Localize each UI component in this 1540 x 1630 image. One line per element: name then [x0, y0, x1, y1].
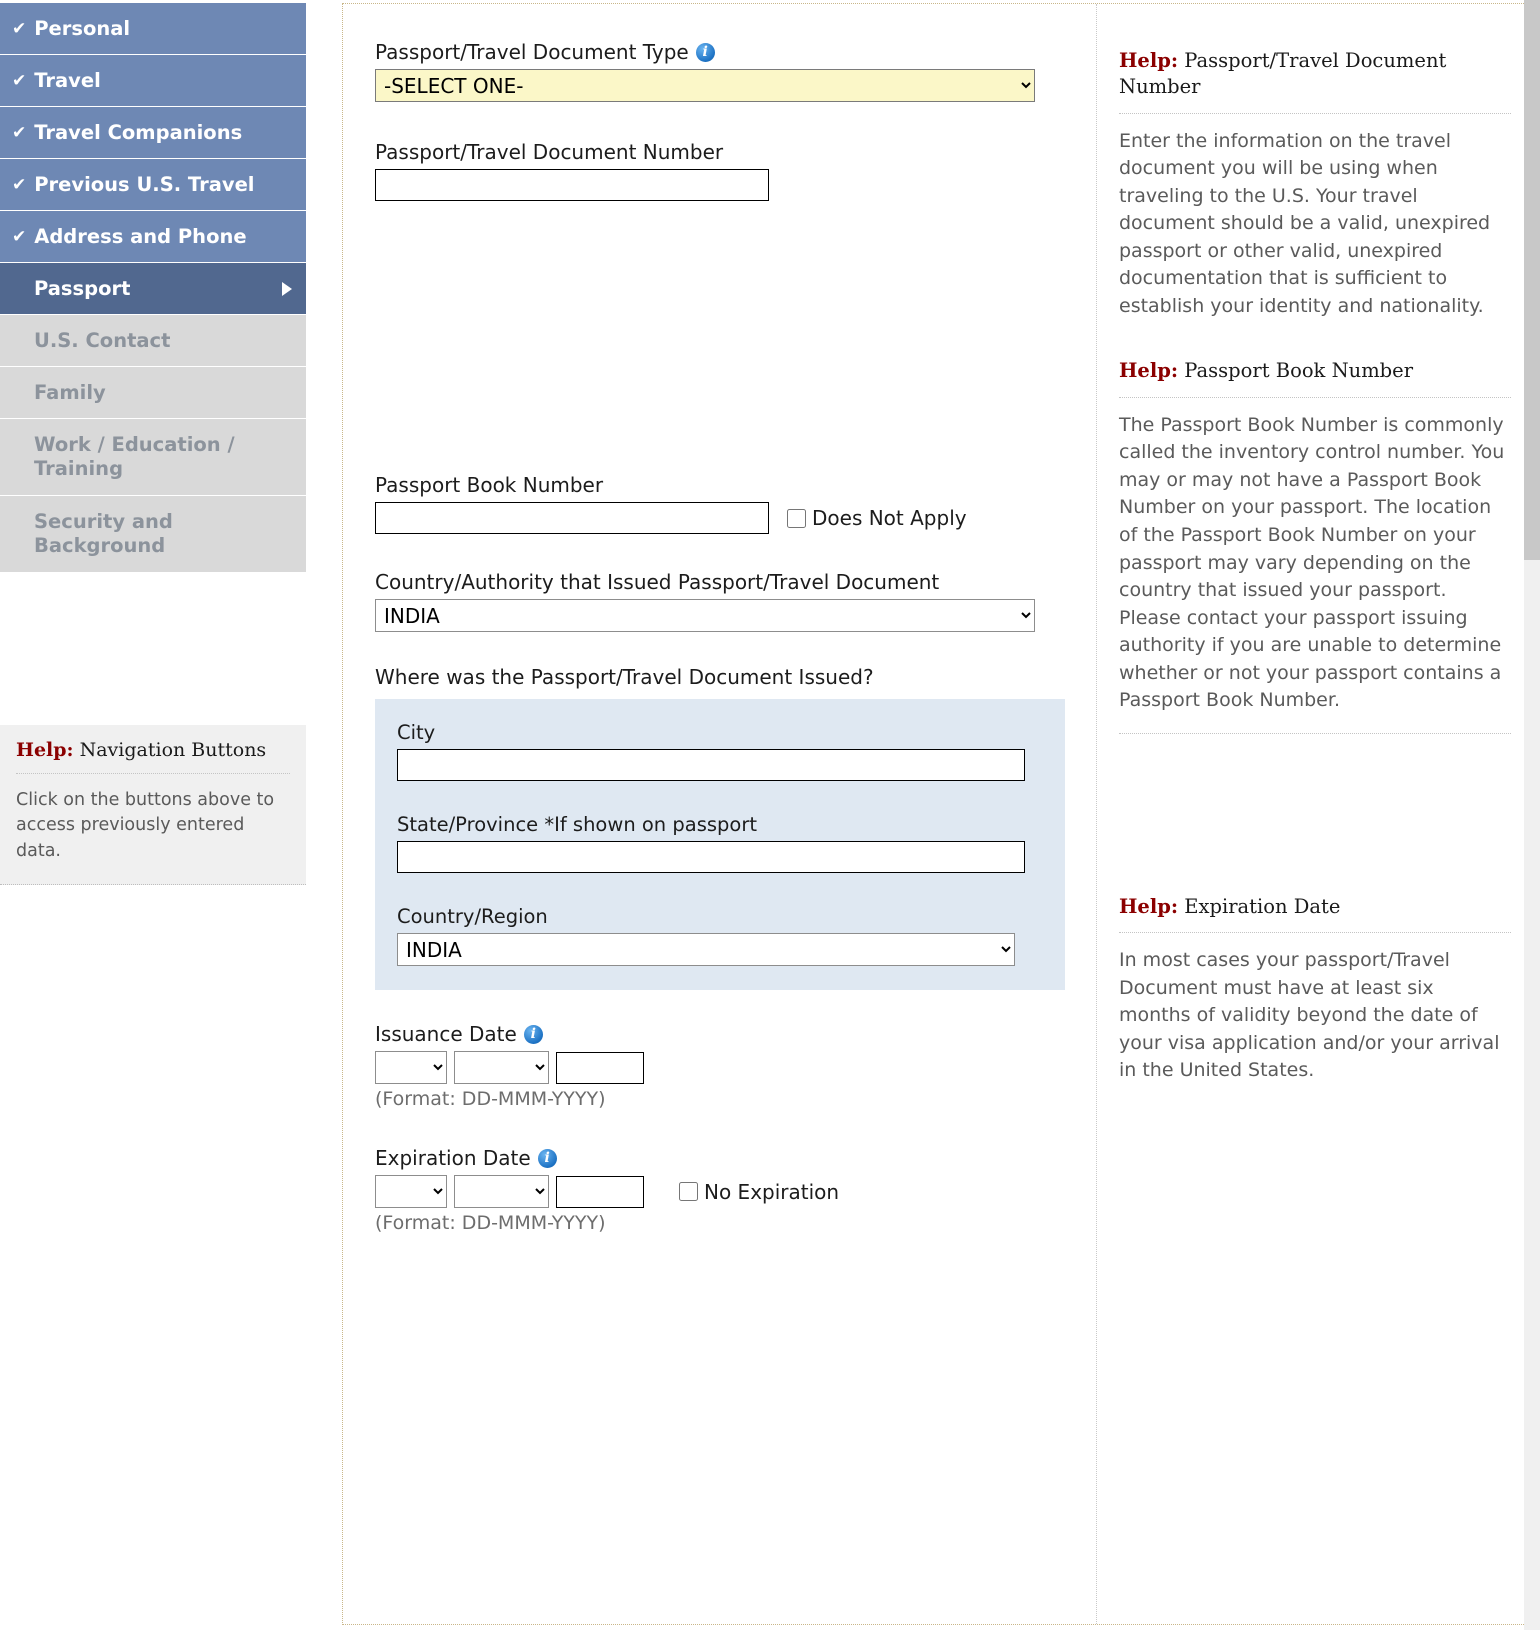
- expiration-date-label-row: [375, 1146, 1088, 1170]
- book-number-label: Passport Book Number: [375, 473, 604, 497]
- expiration-year-input[interactable]: [556, 1176, 644, 1208]
- sidebar-item-label: Address and Phone: [34, 225, 247, 248]
- state-input[interactable]: [397, 841, 1025, 873]
- issuing-country-select[interactable]: [375, 599, 1035, 632]
- help-title-text: Navigation Buttons: [79, 739, 267, 761]
- issuance-date-label-row: [375, 1022, 1088, 1046]
- sidebar-item-label: U.S. Contact: [34, 329, 171, 352]
- issuing-country-label: Country/Authority that Issued Passport/Travel Document: [375, 570, 940, 594]
- doc-type-label: Passport/Travel Document Type: [375, 40, 689, 64]
- check-icon: ✔: [12, 18, 27, 39]
- help-prefix: Help:: [16, 739, 74, 761]
- expiration-date-format-hint: (Format: DD-MMM-YYYY): [375, 1212, 606, 1234]
- scrollbar-thumb[interactable]: [1524, 0, 1540, 560]
- help-body-expiration-date: In most cases your passport/Travel Document must have at least six months of validity beyond the date of your visa application and/or your arrival in the United States.: [1119, 949, 1500, 1082]
- help-title-text: Passport/Travel Document Number: [1119, 49, 1447, 99]
- help-divider: [1119, 733, 1511, 734]
- sidebar-item-travel[interactable]: [0, 55, 306, 107]
- help-prefix: Help:: [1119, 359, 1179, 383]
- does-not-apply-checkbox[interactable]: [787, 509, 806, 528]
- issuance-year-input[interactable]: [556, 1052, 644, 1084]
- sidebar-item-work-education-training[interactable]: [0, 419, 306, 496]
- issuance-month-select[interactable]: [454, 1051, 549, 1084]
- check-icon: ✔: [12, 70, 27, 91]
- info-icon[interactable]: i: [524, 1025, 543, 1044]
- help-title-text: Expiration Date: [1184, 894, 1341, 918]
- sidebar-item-address-and-phone[interactable]: [0, 211, 306, 263]
- field-doc-number: [375, 140, 1088, 201]
- issued-where-legend: Where was the Passport/Travel Document Issued?: [375, 665, 874, 689]
- help-section-book-number: [1119, 358, 1511, 732]
- doc-type-label-row: [375, 40, 1088, 64]
- sidebar-item-personal[interactable]: [0, 3, 306, 55]
- city-label: City: [397, 721, 436, 744]
- no-expiration-label: No Expiration: [704, 1179, 840, 1204]
- sidebar-item-label: Previous U.S. Travel: [34, 173, 255, 196]
- help-column: [1096, 4, 1539, 1624]
- help-section-doc-number: [1119, 48, 1511, 338]
- does-not-apply-checkbox-wrap[interactable]: [787, 506, 967, 530]
- no-expiration-checkbox[interactable]: [679, 1182, 698, 1201]
- sidebar-item-label: Travel Companions: [34, 121, 243, 144]
- issuance-day-select[interactable]: [375, 1051, 447, 1084]
- help-title-text: Passport Book Number: [1184, 359, 1414, 383]
- sidebar-item-previous-us-travel[interactable]: [0, 159, 306, 211]
- field-book-number: [375, 473, 1088, 534]
- chevron-right-icon: [282, 282, 292, 296]
- sidebar-item-label: Passport: [34, 277, 131, 300]
- help-body-book-number: The Passport Book Number is commonly called the inventory control number. You may or may not have a Passport Book Number on your passport. The location of the Passport Book Number on your passport may vary depending on the country that issued your passport. Please contact your passport issuing authority if you are unable to determine whether or not your passport contains a Passport Book Number.: [1119, 413, 1505, 712]
- expiration-month-select[interactable]: [454, 1175, 549, 1208]
- sidebar-item-security-and-background[interactable]: [0, 496, 306, 573]
- issuance-date-format-hint: (Format: DD-MMM-YYYY): [375, 1088, 606, 1110]
- help-title-book-number: [1119, 358, 1511, 397]
- check-icon: ✔: [12, 122, 27, 143]
- sidebar-item-passport[interactable]: [0, 263, 306, 315]
- field-state: [397, 813, 1065, 873]
- help-prefix: Help:: [1119, 894, 1179, 918]
- check-icon: ✔: [12, 226, 27, 247]
- doc-number-input[interactable]: [375, 169, 769, 201]
- issued-where-box: [375, 699, 1065, 990]
- form-panel: [342, 3, 1540, 1625]
- info-icon[interactable]: i: [696, 43, 715, 62]
- help-title-doc-number: [1119, 48, 1511, 114]
- field-doc-type: [375, 40, 1088, 102]
- expiration-date-label: Expiration Date: [375, 1146, 531, 1170]
- sidebar-item-label: Security and Background: [34, 510, 173, 557]
- help-body-doc-number: Enter the information on the travel document you will be using when traveling to the U.S. Your travel document should be a valid, unexpired passport or other valid, unexpired documentation that is sufficient to establish your identity and nationality.: [1119, 129, 1491, 317]
- field-expiration-date: [375, 1146, 1088, 1234]
- book-number-row: [375, 502, 1088, 534]
- sidebar: [0, 0, 306, 885]
- region-select[interactable]: [397, 933, 1015, 966]
- does-not-apply-label: Does Not Apply: [812, 506, 967, 530]
- navigation-help-box: [0, 725, 306, 885]
- info-icon[interactable]: i: [538, 1149, 557, 1168]
- page-scrollbar[interactable]: [1524, 0, 1540, 1630]
- region-label: Country/Region: [397, 905, 548, 928]
- expiration-day-select[interactable]: [375, 1175, 447, 1208]
- field-city: [397, 721, 1065, 781]
- city-input[interactable]: [397, 749, 1025, 781]
- check-icon: ✔: [12, 174, 27, 195]
- book-number-input[interactable]: [375, 502, 769, 534]
- sidebar-item-travel-companions[interactable]: [0, 107, 306, 159]
- issuance-date-row: [375, 1051, 1088, 1084]
- sidebar-item-label: Family: [34, 381, 106, 404]
- field-issuance-date: [375, 1022, 1088, 1110]
- help-prefix: Help:: [1119, 49, 1179, 72]
- sidebar-item-label: Travel: [34, 69, 101, 92]
- state-label: State/Province *If shown on passport: [397, 813, 757, 836]
- field-region: [397, 905, 1065, 966]
- form-column: [343, 4, 1088, 1624]
- help-title-expiration-date: [1119, 894, 1511, 933]
- issuance-date-label: Issuance Date: [375, 1022, 517, 1046]
- expiration-date-row: [375, 1175, 1088, 1208]
- issued-where-group: [375, 665, 1088, 990]
- navigation-help-title: [16, 739, 290, 774]
- sidebar-item-label: Personal: [34, 17, 131, 40]
- sidebar-item-us-contact[interactable]: [0, 315, 306, 367]
- sidebar-item-label: Work / Education / Training: [34, 433, 235, 480]
- doc-type-select[interactable]: [375, 69, 1035, 102]
- doc-number-label: Passport/Travel Document Number: [375, 140, 724, 164]
- no-expiration-checkbox-wrap[interactable]: [679, 1180, 839, 1204]
- navigation-help-body: Click on the buttons above to access previously entered data.: [16, 790, 275, 861]
- sidebar-item-family[interactable]: [0, 367, 306, 419]
- field-issuing-country: [375, 570, 1088, 632]
- help-section-expiration-date: [1119, 894, 1511, 1103]
